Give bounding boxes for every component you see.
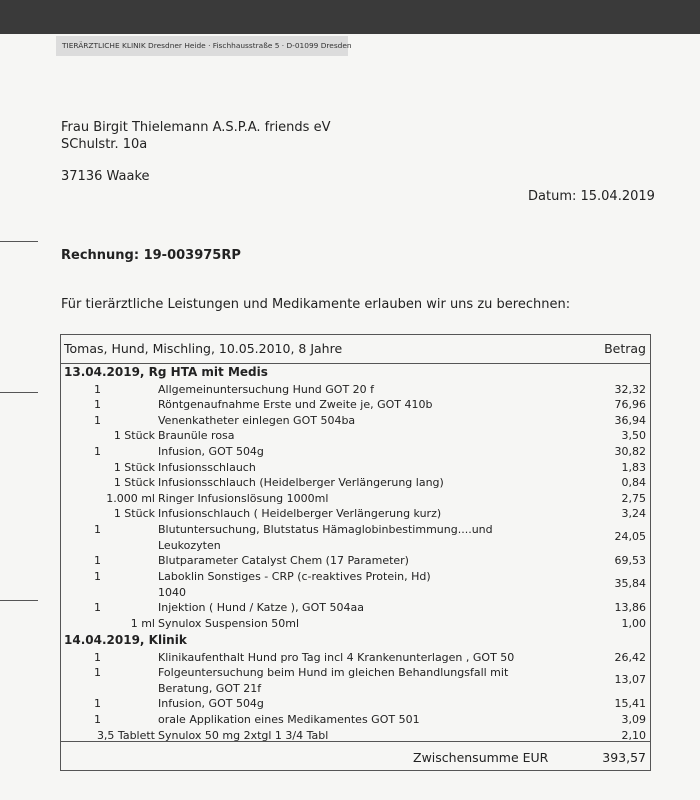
invoice-date: Datum: 15.04.2019 [528,189,655,204]
invoice-number: Rechnung: 19-003975RP [61,248,241,263]
item-description: orale Applikation eines Medikamentes GOT 501 [158,713,420,726]
table-row [61,428,650,444]
table-row [61,444,650,460]
item-amount: 76,96 [614,398,646,412]
item-quantity: 1 Stück [113,460,155,474]
item-description: Laboklin Sonstiges - CRP (c-reaktives Protein, Hd) [158,569,431,583]
item-description: Allgemeinuntersuchung Hund GOT 20 f [158,382,375,396]
item-amount: 3,09 [621,713,646,726]
table-header [61,335,650,364]
item-quantity: 1 [94,382,101,396]
item-amount: 0,84 [621,476,646,490]
item-description: Venenkatheter einlegen GOT 504ba [158,413,356,427]
item-amount: 36,94 [614,413,646,427]
item-amount: 13,07 [614,673,646,687]
section-title: 13.04.2019, Rg HTA mit Medis [64,365,268,379]
item-description: Infusion, GOT 504g [158,444,264,458]
table-row [61,397,650,413]
table-footer [61,741,650,772]
item-amount: 35,84 [614,576,646,590]
sender-address-line: TIERÄRZTLICHE KLINIK Dresdner Heide · Fischhausstraße 5 · D-01099 Dresden [56,36,348,56]
table-row [61,460,650,476]
item-description: Infusion, GOT 504g [158,697,264,711]
patient-info: Tomas, Hund, Mischling, 10.05.2010, 8 Jahre [64,341,343,356]
item-description-continued: Leukozyten [158,538,221,552]
item-quantity: 1 [94,554,101,568]
section-title: 14.04.2019, Klinik [64,633,187,648]
item-quantity: 1 Stück [113,476,155,490]
recipient-street: SChulstr. 10a [61,137,148,152]
item-amount: 26,42 [614,650,646,664]
item-amount: 3,50 [621,429,646,443]
scan-top-band [0,0,700,34]
item-amount: 1,00 [621,616,646,630]
item-quantity: 1 [94,600,101,614]
recipient-name: Frau Birgit Thielemann A.S.P.A. friends eV [61,120,331,135]
item-description: Klinikaufenthalt Hund pro Tag incl 4 Krankenunterlagen , GOT 50 [158,650,515,664]
item-quantity: 1 [94,398,101,412]
item-amount: 24,05 [614,529,646,543]
item-quantity: 1 [94,569,101,583]
item-description: Infusionschlauch ( Heidelberger Verlängerung kurz) [158,507,442,521]
item-description: Infusionsschlauch (Heidelberger Verlängerung lang) [158,476,444,490]
item-description: Röntgenaufnahme Erste und Zweite je, GOT 410b [158,398,433,412]
item-description: Ringer Infusionslösung 1000ml [158,491,329,505]
table-row [61,696,650,712]
item-amount: 1,83 [621,460,646,474]
table-row [61,382,650,398]
item-quantity: 1 [94,666,101,680]
table-row [61,506,650,522]
item-amount: 15,41 [614,697,646,711]
item-amount: 2,10 [621,728,646,742]
table-row [61,569,650,599]
item-quantity: 1 Stück [113,507,155,521]
table-row [61,553,650,569]
table-row [61,522,650,552]
item-quantity: 1 ml [130,616,155,630]
invoice-table [60,334,651,771]
table-row [61,712,650,728]
table-row [61,413,650,429]
subtotal-label: Zwischensumme EUR [413,750,549,765]
item-quantity: 1 [94,650,101,664]
item-quantity: 1 [94,413,101,427]
table-row [61,616,650,632]
item-description: Folgeuntersuchung beim Hund im gleichen Behandlungsfall mit [158,666,509,680]
item-quantity: 1 [94,697,101,711]
item-amount: 3,24 [621,507,646,521]
item-description: Blutparameter Catalyst Chem (17 Parameter) [158,554,409,568]
table-row [61,650,650,666]
amount-header: Betrag [604,341,646,356]
item-quantity: 1.000 ml [106,491,155,505]
item-amount: 30,82 [614,444,646,458]
fold-mark [0,600,38,601]
item-amount: 13,86 [614,600,646,614]
table-row [61,475,650,491]
item-description-continued: Beratung, GOT 21f [158,682,262,696]
item-description: Blutuntersuchung, Blutstatus Hämaglobinbestimmung....und [158,522,493,536]
item-amount: 2,75 [621,491,646,505]
fold-mark [0,241,38,242]
table-row [61,491,650,507]
fold-mark [0,392,38,393]
item-quantity: 1 [94,444,101,458]
table-row [61,600,650,616]
item-amount: 32,32 [614,382,646,396]
item-description-continued: 1040 [158,585,186,599]
item-quantity: 1 Stück [113,429,155,443]
recipient-address [61,119,330,185]
intro-text: Für tierärztliche Leistungen und Medikamente erlauben wir uns zu berechnen: [61,297,571,312]
item-description: Synulox 50 mg 2xtgl 1 3/4 Tabl [158,728,329,742]
subtotal-value: 393,57 [602,750,646,765]
item-description: Injektion ( Hund / Katze ), GOT 504aa [158,600,364,614]
item-description: Synulox Suspension 50ml [158,616,300,630]
recipient-city: 37136 Waake [61,169,150,184]
item-quantity: 3,5 Tablett [96,728,155,742]
item-description: Braunüle rosa [158,429,235,443]
item-quantity: 1 [94,522,101,536]
table-row [61,665,650,696]
item-quantity: 1 [94,713,101,726]
item-description: Infusionsschlauch [158,460,256,474]
item-amount: 69,53 [614,554,646,568]
